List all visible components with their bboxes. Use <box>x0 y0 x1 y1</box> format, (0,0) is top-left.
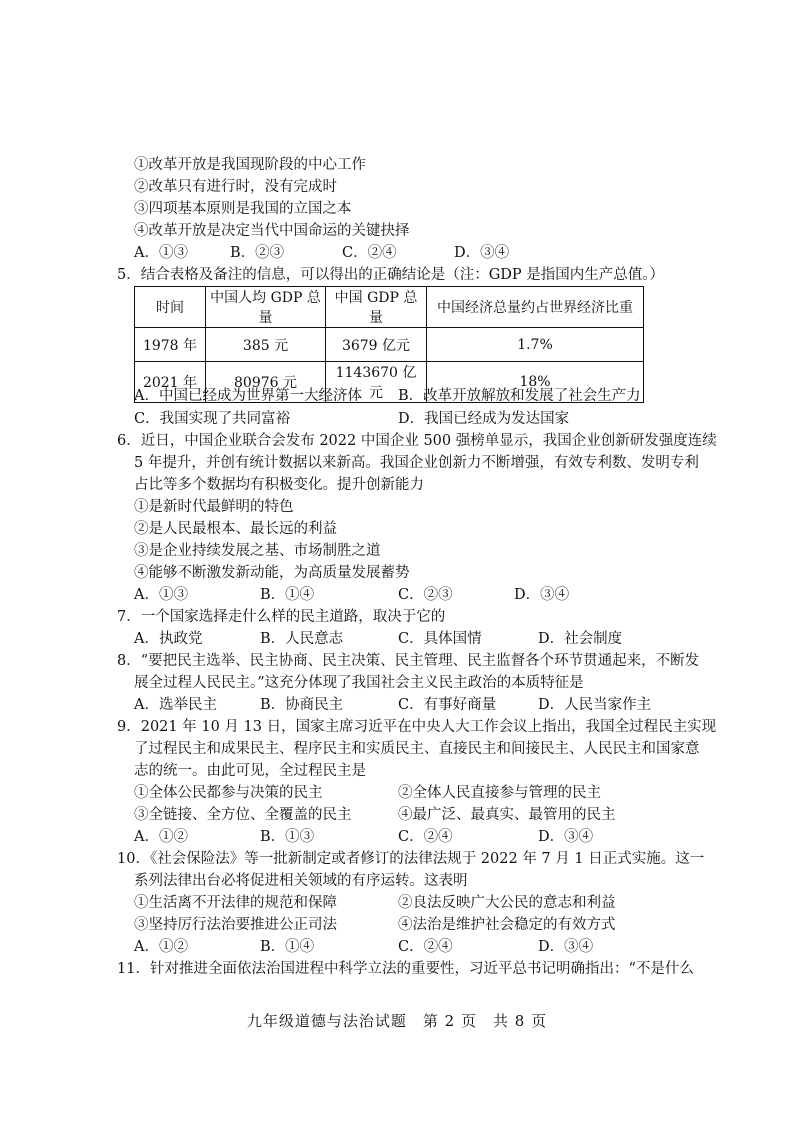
q9-statement-3: ③全链接、全方位、全覆盖的民主 <box>134 807 352 823</box>
table-header: 中国人均 GDP 总量 <box>206 287 326 328</box>
q4-options <box>134 243 694 263</box>
q6-statement-1: ①是新时代最鲜明的特色 <box>134 499 294 515</box>
q10-stem-line-2: 系列法律出台必将促进相关领域的有序运转。这表明 <box>134 873 468 889</box>
table-cell: 1.7% <box>427 328 644 362</box>
q9-stem-line-2: 了过程民主和成果民主、程序民主和实质民主、直接民主和间接民主、人民民主和国家意 <box>134 741 700 757</box>
q9-statement-4: ④最广泛、最真实、最管用的民主 <box>398 807 616 823</box>
q6-stem-line-1: 6．近日，中国企业联合会发布 2022 中国企业 500 强榜单显示，我国企业创新研发强度连续 <box>117 433 717 449</box>
q6-statement-2: ②是人民最根本、最长远的利益 <box>134 521 337 537</box>
q9-option-b: B．①③ <box>260 829 315 845</box>
q9-option-c: C．②④ <box>398 829 453 845</box>
q7-options <box>134 629 694 649</box>
table-row <box>135 328 644 362</box>
q5-options-row-1 <box>134 386 694 406</box>
table-cell: 1978 年 <box>135 328 206 362</box>
q4-option-b: B．②③ <box>230 245 285 261</box>
q6-stem-line-3: 占比等多个数据均有积极变化。提升创新能力 <box>134 477 424 493</box>
q8-stem-line-1: 8．“要把民主选举、民主协商、民主决策、民主管理、民主监督各个环节贯通起来，不断发 <box>117 653 700 669</box>
q4-option-d: D．③④ <box>454 245 510 261</box>
q8-option-d: D．人民当家作主 <box>538 697 652 713</box>
q4-statement-3: ③四项基本原则是我国的立国之本 <box>134 201 352 217</box>
page-footer: 九年级道德与法治试题 第 2 页 共 8 页 <box>246 1012 548 1030</box>
q4-option-a: A．①③ <box>134 245 188 261</box>
q4-statement-1: ①改革开放是我国现阶段的中心工作 <box>134 157 366 173</box>
q9-statements-row-2 <box>134 805 694 825</box>
q6-stem-line-2: 5 年提升，并创有统计数据以来新高。我国企业创新力不断增强，有效专利数、发明专利 <box>134 455 699 471</box>
table-header: 中国 GDP 总量 <box>326 287 427 328</box>
q9-option-d: D．③④ <box>538 829 594 845</box>
q5-option-b: B．改革开放解放和发展了社会生产力 <box>398 388 641 404</box>
q9-statement-2: ②全体人民直接参与管理的民主 <box>398 785 601 801</box>
table-cell: 2021 年 <box>135 362 206 403</box>
q8-option-b: B．协商民主 <box>260 697 344 713</box>
q10-statements-row-2 <box>134 915 694 935</box>
q10-statement-1: ①生活离不开法律的规范和保障 <box>134 895 337 911</box>
q6-option-c: C．②③ <box>398 587 453 603</box>
q5-stem: 5．结合表格及备注的信息，可以得出的正确结论是（注：GDP 是指国内生产总值。） <box>117 267 665 283</box>
q4-statement-2: ②改革只有进行时，没有完成时 <box>134 179 337 195</box>
q7-option-b: B．人民意志 <box>260 631 344 647</box>
q8-stem-line-2: 展全过程人民民主。”这充分体现了我国社会主义民主政治的本质特征是 <box>134 675 584 691</box>
q9-options <box>134 827 694 847</box>
q6-option-b: B．①④ <box>260 587 315 603</box>
q10-stem-line-1: 10．《社会保险法》等一批新制定或者修订的法律法规于 2022 年 7 月 1 日正式实施。这一 <box>117 851 705 867</box>
table-cell: 80976 元 <box>206 362 326 403</box>
q6-option-d: D．③④ <box>514 587 570 603</box>
q9-statement-1: ①全体公民都参与决策的民主 <box>134 785 323 801</box>
q10-option-a: A．①② <box>134 939 188 955</box>
q6-statement-3: ③是企业持续发展之基、市场制胜之道 <box>134 543 381 559</box>
q9-stem-line-3: 志的统一。由此可见，全过程民主是 <box>134 763 366 779</box>
q6-options <box>134 585 694 605</box>
q8-option-a: A．选举民主 <box>134 697 217 713</box>
table-cell: 3679 亿元 <box>326 328 427 362</box>
q10-options <box>134 937 694 957</box>
q10-statement-3: ③坚持厉行法治要推进公正司法 <box>134 917 337 933</box>
q7-stem: 7．一个国家选择走什么样的民主道路，取决于它的 <box>117 609 446 625</box>
q4-statement-4: ④改革开放是决定当代中国命运的关键抉择 <box>134 223 410 239</box>
q6-option-a: A．①③ <box>134 587 188 603</box>
q6-statement-4: ④能够不断激发新动能，为高质量发展蓄势 <box>134 565 410 581</box>
q9-stem-line-1: 9．2021 年 10 月 13 日，国家主席习近平在中央人大工作会议上指出，我国全过程民主实现 <box>117 719 717 735</box>
table-header: 时间 <box>135 287 206 328</box>
table-header: 中国经济总量约占世界经济比重 <box>427 287 644 328</box>
q10-option-c: C．②④ <box>398 939 453 955</box>
q5-option-d: D．我国已经成为发达国家 <box>398 411 570 427</box>
q10-statement-4: ④法治是维护社会稳定的有效方式 <box>398 917 616 933</box>
q8-options <box>134 695 694 715</box>
q9-statements-row-1 <box>134 783 694 803</box>
q5-option-a: A．中国已经成为世界第一大经济体 <box>134 388 362 404</box>
q7-option-a: A．执政党 <box>134 631 203 647</box>
q4-option-c: C．②④ <box>342 245 397 261</box>
q7-option-c: C．具体国情 <box>398 631 482 647</box>
q10-option-d: D．③④ <box>538 939 594 955</box>
q8-option-c: C．有事好商量 <box>398 697 497 713</box>
q10-statement-2: ②良法反映广大公民的意志和利益 <box>398 895 616 911</box>
q9-option-a: A．①② <box>134 829 188 845</box>
q7-option-d: D．社会制度 <box>538 631 623 647</box>
q10-statements-row-1 <box>134 893 694 913</box>
table-cell: 1143670 亿元 <box>326 362 427 403</box>
table-cell: 18% <box>427 362 644 403</box>
q5-options-row-2 <box>134 409 694 429</box>
table-header-row <box>135 287 644 328</box>
q11-stem: 11．针对推进全面依法治国进程中科学立法的重要性，习近平总书记明确指出：“不是什么 <box>117 961 694 977</box>
table-cell: 385 元 <box>206 328 326 362</box>
q10-option-b: B．①④ <box>260 939 315 955</box>
q5-option-c: C．我国实现了共同富裕 <box>134 411 291 427</box>
